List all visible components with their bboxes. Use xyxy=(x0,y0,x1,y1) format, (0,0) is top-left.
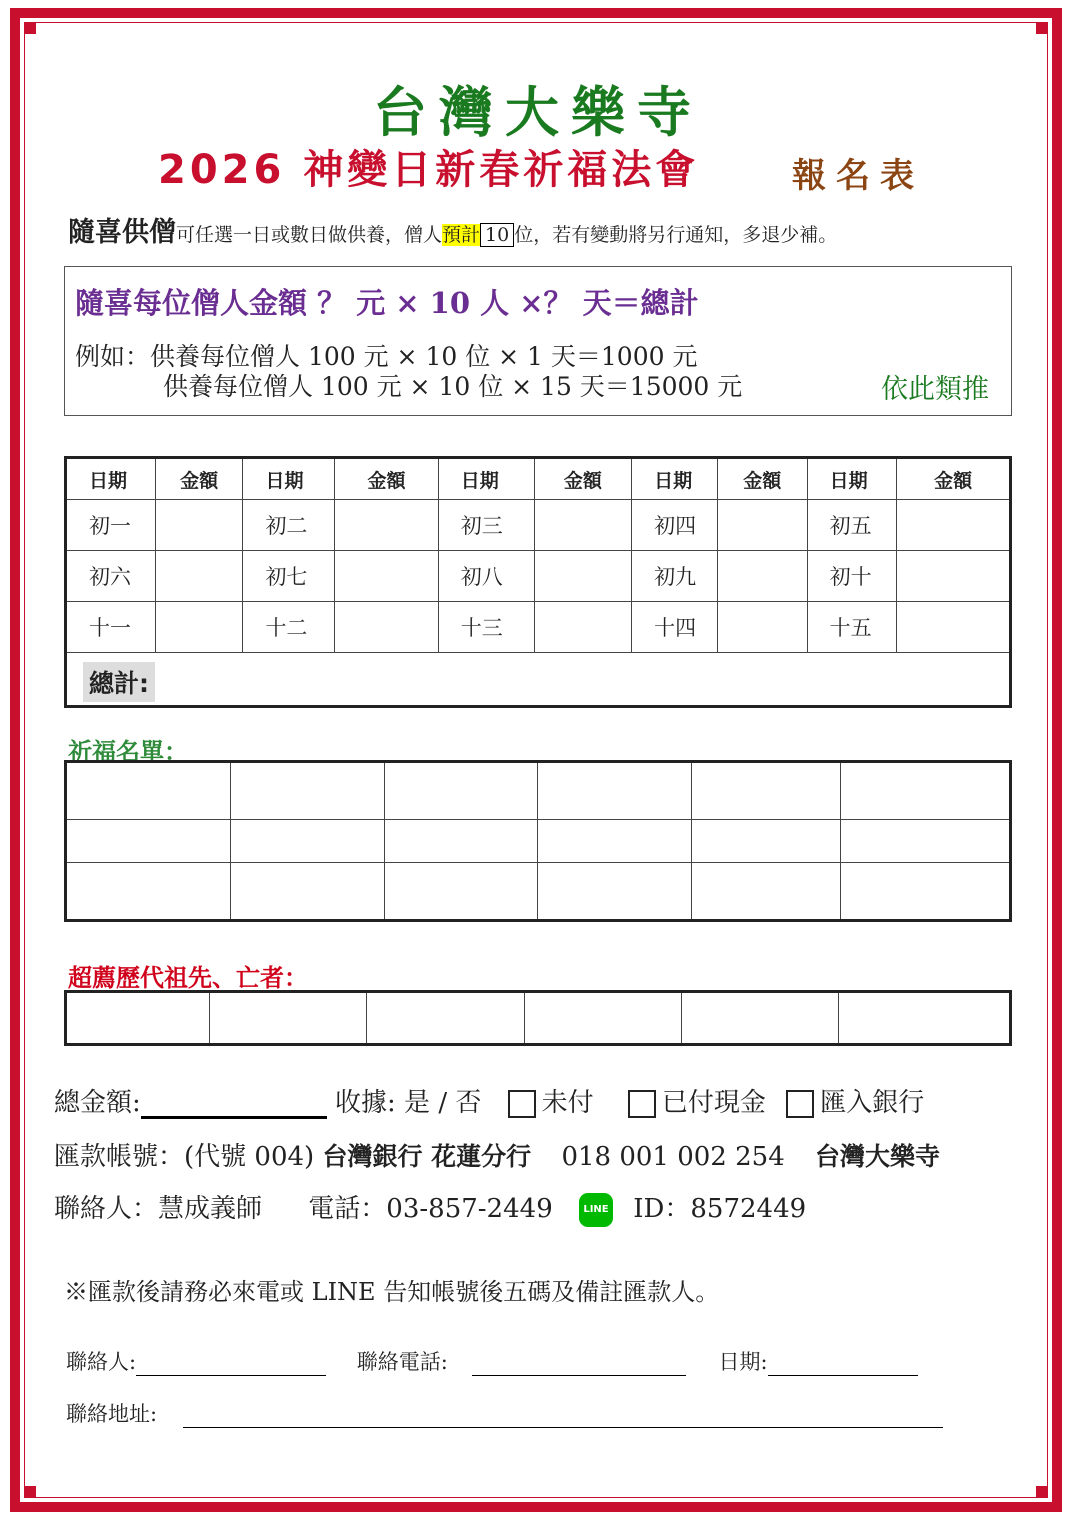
date-cell: 初九 xyxy=(632,551,718,602)
ancestors-table xyxy=(64,990,1012,1046)
amount-cell[interactable] xyxy=(534,551,632,602)
amount-cell[interactable] xyxy=(335,551,439,602)
date-field[interactable] xyxy=(768,1353,918,1376)
bank-checkbox[interactable] xyxy=(786,1090,814,1118)
cash-checkbox[interactable] xyxy=(628,1090,656,1118)
date-field-label: 日期: xyxy=(718,1350,768,1374)
address-field-row xyxy=(66,1398,943,1428)
total-amount-field[interactable] xyxy=(141,1086,327,1119)
name-cell[interactable] xyxy=(367,992,524,1045)
table-row xyxy=(66,500,1011,551)
date-header: 日期 xyxy=(66,458,156,500)
total-amount-label: 總金額: xyxy=(54,1088,141,1118)
amount-header: 金額 xyxy=(155,458,243,500)
name-cell[interactable] xyxy=(841,863,1011,921)
remittance-notice: ※匯款後請務必來電或 LINE 告知帳號後五碼及備註匯款人。 xyxy=(64,1278,720,1306)
contact-field-label: 聯絡人: xyxy=(66,1350,137,1374)
date-header: 日期 xyxy=(632,458,718,500)
date-cell: 初十 xyxy=(807,551,897,602)
account-number: 018 001 002 254 xyxy=(561,1142,785,1172)
table-row xyxy=(66,992,1011,1045)
name-cell[interactable] xyxy=(691,863,841,921)
name-cell[interactable] xyxy=(839,992,1011,1045)
amount-cell[interactable] xyxy=(717,551,807,602)
ancestors-label: 超薦歷代祖先、亡者： xyxy=(68,964,308,992)
contact-person: 聯絡人：慧成義師 xyxy=(54,1194,263,1224)
name-cell[interactable] xyxy=(384,819,538,862)
table-row xyxy=(66,602,1011,653)
name-cell[interactable] xyxy=(538,819,692,862)
line-app-icon: LINE xyxy=(579,1193,613,1227)
amount-cell[interactable] xyxy=(335,602,439,653)
intro-lead: 隨喜供僧 xyxy=(68,217,176,248)
form-title: 報名表 xyxy=(792,156,924,196)
example-2: 供養每位僧人 100 元 × 10 位 × 15 天＝15000 元 xyxy=(163,372,743,401)
name-cell[interactable] xyxy=(384,863,538,921)
account-line xyxy=(54,1136,940,1173)
unpaid-label: 未付 xyxy=(541,1088,594,1118)
amount-header: 金額 xyxy=(897,458,1011,500)
name-cell[interactable] xyxy=(691,819,841,862)
receipt-label: 收據: 是 / 否 xyxy=(335,1088,482,1118)
total-label: 總計: xyxy=(83,662,155,702)
total-cell[interactable] xyxy=(66,653,1011,707)
date-cell: 十三 xyxy=(438,602,534,653)
date-header: 日期 xyxy=(438,458,534,500)
address-field-label: 聯絡地址: xyxy=(66,1402,158,1426)
name-cell[interactable] xyxy=(66,992,210,1045)
unpaid-checkbox[interactable] xyxy=(508,1090,536,1118)
account-name: 台灣大樂寺 xyxy=(815,1142,941,1171)
amount-cell[interactable] xyxy=(717,500,807,551)
amount-cell[interactable] xyxy=(534,602,632,653)
intro-text-2: 位，若有變動將另行通知，多退少補。 xyxy=(514,224,838,246)
border-corner xyxy=(24,1486,36,1498)
address-field[interactable] xyxy=(183,1405,943,1428)
date-header: 日期 xyxy=(243,458,335,500)
amount-cell[interactable] xyxy=(335,500,439,551)
table-header-row xyxy=(66,458,1011,500)
border-corner xyxy=(24,22,36,34)
contact-field-row xyxy=(66,1346,918,1376)
date-cell: 初三 xyxy=(438,500,534,551)
name-cell[interactable] xyxy=(524,992,681,1045)
amount-header: 金額 xyxy=(335,458,439,500)
name-cell[interactable] xyxy=(682,992,839,1045)
amount-cell[interactable] xyxy=(155,602,243,653)
phone-number: 電話：03-857-2449 xyxy=(308,1194,553,1224)
amount-header: 金額 xyxy=(717,458,807,500)
name-cell[interactable] xyxy=(384,762,538,820)
date-cell: 十二 xyxy=(243,602,335,653)
table-row xyxy=(66,819,1011,862)
cash-label: 已付現金 xyxy=(661,1088,766,1118)
intro-highlight: 預計 xyxy=(442,224,481,246)
date-header: 日期 xyxy=(807,458,897,500)
name-cell[interactable] xyxy=(841,762,1011,820)
phone-field-label: 聯絡電話: xyxy=(356,1350,448,1374)
blessing-list-label: 祈福名單： xyxy=(68,738,188,766)
example-1: 例如：供養每位僧人 100 元 × 10 位 × 1 天＝1000 元 xyxy=(75,342,698,371)
amount-cell[interactable] xyxy=(534,500,632,551)
contact-line xyxy=(54,1188,806,1227)
date-cell: 初六 xyxy=(66,551,156,602)
bank-label: 匯入銀行 xyxy=(820,1088,925,1118)
payment-line xyxy=(54,1082,924,1119)
name-cell[interactable] xyxy=(231,863,385,921)
table-row xyxy=(66,551,1011,602)
inference-text: 依此類推 xyxy=(881,374,989,405)
formula-box xyxy=(64,266,1012,416)
date-cell: 十五 xyxy=(807,602,897,653)
blessing-list-table xyxy=(64,760,1012,922)
name-cell[interactable] xyxy=(66,819,231,862)
intro-text: 可任選一日或數日做供養，僧人 xyxy=(176,224,443,246)
amount-cell[interactable] xyxy=(897,500,1011,551)
amount-cell[interactable] xyxy=(155,551,243,602)
contact-field[interactable] xyxy=(136,1353,326,1376)
formula-text: 隨喜每位僧人金額 ？ 元 × 10 人 ×？ 天＝總計 xyxy=(75,286,699,320)
amount-cell[interactable] xyxy=(717,602,807,653)
amount-header: 金額 xyxy=(534,458,632,500)
amount-cell[interactable] xyxy=(155,500,243,551)
name-cell[interactable] xyxy=(66,863,231,921)
name-cell[interactable] xyxy=(231,819,385,862)
border-corner xyxy=(1036,22,1048,34)
name-cell[interactable] xyxy=(209,992,366,1045)
amount-cell[interactable] xyxy=(897,602,1011,653)
name-cell[interactable] xyxy=(841,819,1011,862)
date-cell: 初一 xyxy=(66,500,156,551)
date-cell: 初五 xyxy=(807,500,897,551)
name-cell[interactable] xyxy=(691,762,841,820)
page-title: 台灣大樂寺 xyxy=(373,81,703,144)
date-cell: 初四 xyxy=(632,500,718,551)
name-cell[interactable] xyxy=(538,863,692,921)
account-label: 匯款帳號：(代號 004) xyxy=(54,1142,315,1172)
intro-line xyxy=(68,210,837,249)
date-cell: 十四 xyxy=(632,602,718,653)
line-id: ID：8572449 xyxy=(633,1194,807,1224)
event-title: 2026 神變日新春祈福法會 xyxy=(158,147,700,193)
name-cell[interactable] xyxy=(231,762,385,820)
bank-name: 台灣銀行 花蓮分行 xyxy=(322,1142,532,1171)
monk-count: 10 xyxy=(480,223,514,247)
table-row xyxy=(66,863,1011,921)
border-corner xyxy=(1036,1486,1048,1498)
offering-schedule-table xyxy=(64,456,1012,708)
date-cell: 初七 xyxy=(243,551,335,602)
amount-cell[interactable] xyxy=(897,551,1011,602)
date-cell: 初八 xyxy=(438,551,534,602)
name-cell[interactable] xyxy=(66,762,231,820)
date-cell: 初二 xyxy=(243,500,335,551)
phone-field[interactable] xyxy=(472,1353,686,1376)
table-row xyxy=(66,762,1011,820)
name-cell[interactable] xyxy=(538,762,692,820)
total-row xyxy=(66,653,1011,707)
date-cell: 十一 xyxy=(66,602,156,653)
